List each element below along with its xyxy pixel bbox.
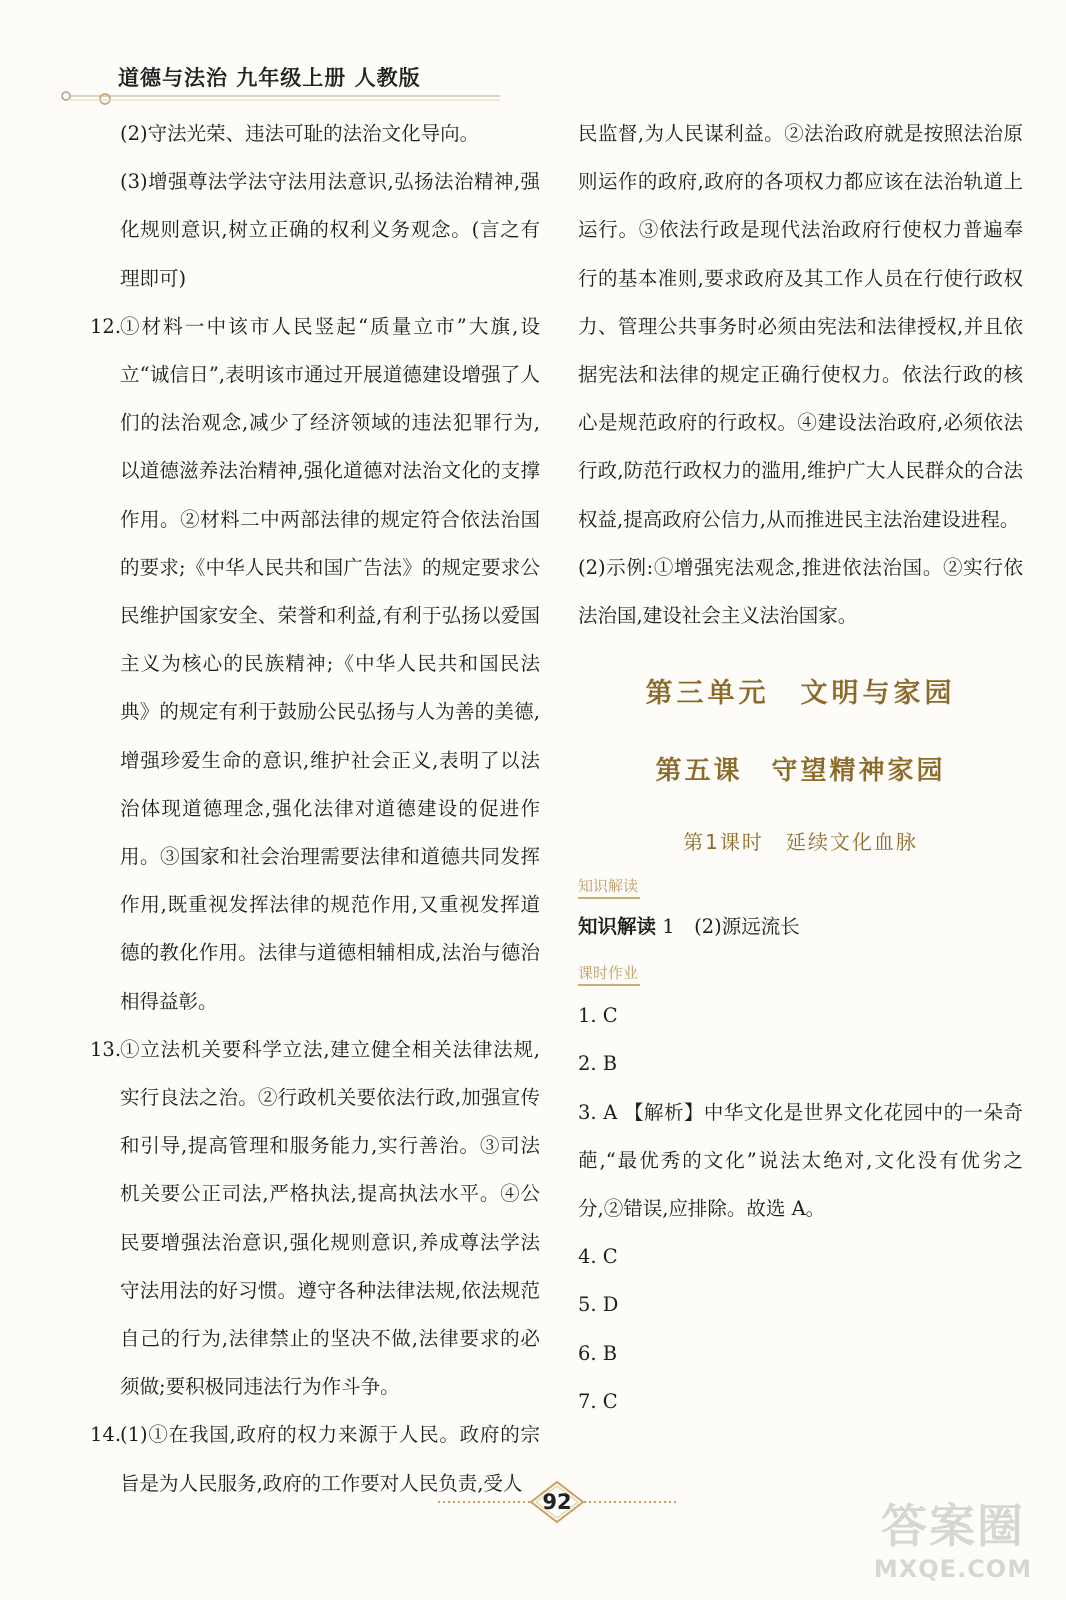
answer-4: 4. C: [578, 1245, 618, 1269]
right-column: [578, 110, 1023, 1426]
section-tag-knowledge: 知识解读: [578, 876, 640, 899]
answer-6: 6. B: [578, 1341, 618, 1365]
book-title: 道德与法治 九年级上册 人教版: [118, 66, 421, 90]
item-number: 13.: [90, 1037, 122, 1061]
answer-2: 2. B: [578, 1052, 618, 1076]
header-ornament-line: [60, 88, 510, 108]
answer-7: 7. C: [578, 1389, 618, 1413]
item-text: ①立法机关要科学立法,建立健全相关法律法规,实行良法之治。②行政机关要依法行政,加强宣传和引导,提高管理和服务能力,实行善治。③司法机关要公正司法,严格执法,提高执法水平。④公民要增强法治意识,强化规则意识,养成尊法学法守法用法的好习惯。遵守各种法律法规,依法规范自己的行为,法律禁止的坚决不做,法律要求的必须做;要积极同违法行为作斗争。: [120, 1037, 540, 1399]
answer-item-13: [90, 1026, 540, 1412]
page-number: 92: [542, 1490, 572, 1514]
item-text: (1)①在我国,政府的权力来源于人民。政府的宗旨是为人民服务,政府的工作要对人民负责,受人: [120, 1423, 540, 1495]
answer-11-part2: (2)守法光荣、违法可耻的法治文化导向。: [120, 122, 480, 145]
knowledge-reading-line: [578, 905, 1023, 949]
answer-11-part3: (3)增强尊法学法守法用法意识,弘扬法治精神,强化规则意识,树立正确的权利义务观念。(言之有理即可): [120, 170, 540, 290]
knowledge-value: 1 (2)源远流长: [662, 915, 800, 939]
knowledge-label: 知识解读: [578, 915, 657, 939]
lesson-title: 第五课 守望精神家园: [655, 756, 946, 787]
answer-item-12: [90, 303, 540, 1026]
left-column: [90, 110, 540, 1508]
answer-3: 3. A 【解析】中华文化是世界文化花园中的一朵奇葩,“最优秀的文化”说法太绝对,文化没有优劣之分,②错误,应排除。故选 A。: [578, 1100, 1023, 1221]
page-header: [0, 0, 1066, 110]
item-text: ①材料一中该市人民竖起“质量立市”大旗,设立“诚信日”,表明该市通过开展道德建设增强了人们的法治观念,减少了经济领域的违法犯罪行为,以道德滋养法治精神,强化道德对法治文化的支撑作用。②材料二中两部法律的规定符合依法治国的要求;《中华人民共和国广告法》的规定要求公民维护国家安全、荣誉和利益,有利于弘扬以爱国主义为核心的民族精神;《中华人民共和国民法典》的规定有利于鼓励公民弘扬与人为善的美德,增强珍爱生命的意识,维护社会正义,表明了以法治体现道德理念,强化法律对道德建设的促进作用。③国家和社会治理需要法律和道德共同发挥作用,既重视发挥法律的规范作用,又重视发挥道德的教化作用。法律与道德相辅相成,法治与德治相得益彰。: [120, 314, 540, 1013]
answer-14-continued: 民监督,为人民谋利益。②法治政府就是按照法治原则运作的政府,政府的各项权力都应该在法治轨道上运行。③依法行政是现代法治政府行使权力普遍奉行的基本准则,要求政府及其工作人员在行使行政权力、管理公共事务时必须由宪法和法律授权,并且依据宪法和法律的规定正确行使权力。依法行政的核心是规范政府的行政权。④建设法治政府,必须依法行政,防范行政权力的滥用,维护广大人民群众的合法权益,提高政府公信力,从而推进民主法治建设进程。: [578, 122, 1023, 531]
answer-14-part2: (2)示例:①增强宪法观念,推进依法治国。②实行依法治国,建设社会主义法治国家。: [578, 555, 1023, 628]
watermark-url: MXQE.COM: [873, 1555, 1033, 1583]
watermark-logo-text: 答案圈: [881, 1499, 1025, 1553]
watermark-logo: [848, 1498, 1058, 1596]
period-title: 第1课时 延续文化血脉: [683, 830, 918, 855]
answer-5: 5. D: [578, 1293, 619, 1317]
item-number: 12.: [90, 314, 122, 338]
item-number: 14.: [90, 1423, 122, 1447]
section-tag-homework: 课时作业: [578, 963, 640, 986]
answer-1: 1. C: [578, 1004, 618, 1028]
unit-title: 第三单元 文明与家园: [645, 678, 956, 710]
